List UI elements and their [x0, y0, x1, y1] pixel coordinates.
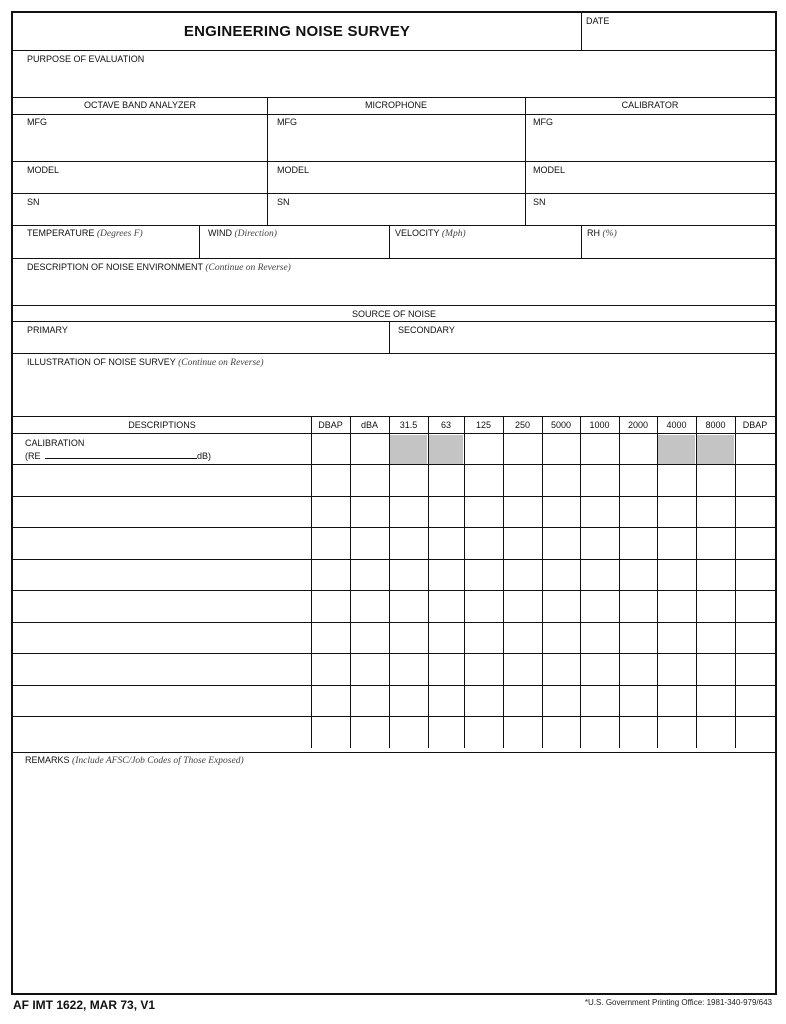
measurement-cell[interactable] [659, 592, 694, 620]
measurement-cell[interactable] [582, 592, 617, 620]
measurement-cell[interactable] [582, 687, 617, 715]
primary-source-field[interactable] [15, 336, 387, 352]
measurement-cell[interactable] [659, 498, 694, 526]
measurement-cell[interactable] [698, 718, 733, 746]
measurement-cell[interactable] [544, 561, 578, 589]
measurement-cell[interactable] [352, 435, 387, 462]
measurement-cell[interactable] [621, 561, 655, 589]
wind-field[interactable] [202, 240, 387, 256]
col-header-31-5: 31.5 [399, 420, 418, 430]
col-header-2000: 2000 [627, 420, 649, 430]
calibration-db-label: dB) [197, 451, 212, 461]
temperature-unit: (Degrees F) [96, 229, 143, 239]
measurement-cell[interactable] [430, 687, 462, 715]
col-header-dbap: DBAP [318, 420, 343, 430]
analyzer-mfg-field[interactable] [15, 128, 265, 160]
table-row-line [13, 496, 775, 497]
col-header-8000: 8000 [705, 420, 726, 430]
measurement-cell[interactable] [466, 561, 501, 589]
divider [13, 305, 775, 306]
measurement-cell[interactable] [737, 655, 773, 683]
measurement-cell[interactable] [313, 529, 348, 557]
wind-unit: (Direction) [234, 229, 277, 239]
wind-label: WIND (Direction) [208, 228, 277, 239]
measurement-cell[interactable] [313, 498, 348, 526]
microphone-header: MICROPHONE [364, 100, 427, 110]
analyzer-model-label: MODEL [27, 165, 60, 175]
microphone-mfg-field[interactable] [270, 128, 523, 160]
date-field[interactable] [583, 27, 773, 49]
measurement-cell[interactable] [430, 466, 462, 494]
table-column-line [542, 416, 543, 748]
measurement-cell[interactable] [659, 718, 694, 746]
measurement-cell[interactable] [698, 624, 733, 652]
measurement-cell[interactable] [544, 529, 578, 557]
remarks-label: REMARKS (Include AFSC/Job Codes of Those Exposed) [25, 755, 244, 766]
measurement-cell[interactable] [391, 561, 426, 589]
measurement-cell[interactable] [391, 655, 426, 683]
illustration-note: (Continue on Reverse) [178, 358, 264, 368]
divider [13, 193, 775, 194]
microphone-sn-label: SN [277, 197, 290, 207]
table-row-line [13, 433, 775, 434]
table-row-line [13, 685, 775, 686]
measurement-cell[interactable] [621, 655, 655, 683]
microphone-mfg-label: MFG [277, 117, 297, 127]
measurement-cell[interactable] [698, 466, 733, 494]
measurement-cell[interactable] [621, 466, 655, 494]
table-column-line [311, 416, 312, 748]
measurement-cell[interactable] [582, 529, 617, 557]
measurement-cell[interactable] [391, 624, 426, 652]
divider [581, 225, 582, 258]
measurement-cell[interactable] [621, 718, 655, 746]
measurement-cell[interactable] [466, 435, 501, 462]
measurement-cell[interactable] [544, 655, 578, 683]
measurement-cell[interactable] [659, 687, 694, 715]
description-cell[interactable] [15, 655, 309, 683]
divider [13, 225, 775, 226]
measurement-cell[interactable] [430, 561, 462, 589]
microphone-model-label: MODEL [277, 165, 310, 175]
measurement-cell[interactable] [430, 529, 462, 557]
measurement-cell[interactable] [698, 435, 733, 462]
col-header-125: 125 [475, 420, 492, 430]
measurement-cell[interactable] [505, 592, 540, 620]
measurement-cell[interactable] [698, 592, 733, 620]
table-column-line [696, 416, 697, 748]
divider [13, 752, 775, 753]
measurement-cell[interactable] [737, 529, 773, 557]
measurement-cell[interactable] [313, 435, 348, 462]
table-column-line [428, 416, 429, 748]
measurement-cell[interactable] [391, 592, 426, 620]
divider [13, 353, 775, 354]
noise-environment-label: DESCRIPTION OF NOISE ENVIRONMENT (Continue on Reverse) [27, 262, 291, 273]
col-header-descriptions: DESCRIPTIONS [128, 420, 196, 430]
measurement-cell[interactable] [505, 561, 540, 589]
measurement-cell[interactable] [466, 466, 501, 494]
measurement-cell[interactable] [659, 624, 694, 652]
form-title: ENGINEERING NOISE SURVEY [183, 23, 411, 40]
measurement-cell[interactable] [544, 687, 578, 715]
analyzer-model-field[interactable] [15, 176, 265, 192]
measurement-cell[interactable] [621, 435, 655, 462]
table-column-line [657, 416, 658, 748]
measurement-cell[interactable] [430, 718, 462, 746]
measurement-cell[interactable] [621, 498, 655, 526]
table-column-line [503, 416, 504, 748]
measurement-cell[interactable] [466, 718, 501, 746]
purpose-label: PURPOSE OF EVALUATION [27, 54, 145, 64]
measurement-cell[interactable] [466, 687, 501, 715]
calibrator-model-field[interactable] [528, 176, 773, 192]
table-column-line [350, 416, 351, 748]
microphone-model-field[interactable] [270, 176, 523, 192]
measurement-cell[interactable] [505, 624, 540, 652]
measurement-cell[interactable] [391, 529, 426, 557]
noise-survey-form [11, 11, 777, 995]
rh-unit: (%) [602, 229, 617, 239]
analyzer-mfg-label: MFG [27, 117, 47, 127]
divider [13, 258, 775, 259]
measurement-cell[interactable] [352, 655, 387, 683]
illustration-field[interactable] [15, 369, 773, 415]
measurement-cell[interactable] [544, 592, 578, 620]
measurement-cell[interactable] [430, 435, 462, 462]
noise-survey-table [13, 416, 775, 752]
divider [389, 321, 390, 353]
measurement-cell[interactable] [430, 592, 462, 620]
measurement-cell[interactable] [544, 498, 578, 526]
divider [581, 13, 582, 50]
measurement-cell[interactable] [698, 561, 733, 589]
noise-environment-field[interactable] [15, 274, 773, 304]
table-row-line [13, 559, 775, 560]
microphone-sn-field[interactable] [270, 208, 523, 224]
measurement-cell[interactable] [352, 624, 387, 652]
secondary-source-label: SECONDARY [398, 325, 455, 335]
rh-field[interactable] [584, 240, 773, 256]
measurement-cell[interactable] [505, 655, 540, 683]
calibration-label: CALIBRATION [25, 438, 85, 448]
velocity-unit: (Mph) [441, 229, 466, 239]
col-header-1000: 1000 [589, 420, 610, 430]
measurement-cell[interactable] [582, 561, 617, 589]
measurement-cell[interactable] [737, 718, 773, 746]
remarks-field[interactable] [15, 769, 773, 991]
measurement-cell[interactable] [505, 687, 540, 715]
table-column-line [389, 416, 390, 748]
calibrator-mfg-field[interactable] [528, 128, 773, 160]
measurement-cell[interactable] [352, 687, 387, 715]
table-row-line [13, 653, 775, 654]
calibration-re-label: (RE [25, 451, 41, 461]
description-cell[interactable] [15, 466, 309, 494]
measurement-cell[interactable] [313, 655, 348, 683]
description-cell[interactable] [15, 435, 309, 462]
calibrator-header: CALIBRATOR [621, 100, 679, 110]
measurement-cell[interactable] [659, 466, 694, 494]
divider [389, 225, 390, 258]
velocity-label: VELOCITY (Mph) [395, 228, 466, 239]
measurement-cell[interactable] [352, 529, 387, 557]
measurement-cell[interactable] [621, 624, 655, 652]
table-row-line [13, 716, 775, 717]
divider [13, 50, 775, 51]
table-row-line [13, 527, 775, 528]
table-column-line [580, 416, 581, 748]
temperature-field[interactable] [15, 240, 197, 256]
measurement-cell[interactable] [659, 655, 694, 683]
measurement-cell[interactable] [582, 466, 617, 494]
form-id: AF IMT 1622, MAR 73, V1 [13, 998, 156, 1012]
measurement-cell[interactable] [698, 655, 733, 683]
measurement-cell[interactable] [737, 561, 773, 589]
table-grid [13, 416, 775, 752]
illustration-label: ILLUSTRATION OF NOISE SURVEY (Continue on Reverse) [27, 357, 264, 368]
col-header-4000: 4000 [666, 420, 687, 430]
measurement-cell[interactable] [582, 498, 617, 526]
measurement-cell[interactable] [430, 498, 462, 526]
secondary-source-field[interactable] [392, 336, 773, 352]
divider [199, 225, 200, 258]
measurement-cell[interactable] [737, 687, 773, 715]
measurement-cell[interactable] [582, 655, 617, 683]
measurement-cell[interactable] [466, 498, 501, 526]
measurement-cell[interactable] [698, 498, 733, 526]
primary-source-label: PRIMARY [27, 325, 68, 335]
table-column-line [619, 416, 620, 748]
description-cell[interactable] [15, 561, 309, 589]
col-header-dba: dBA [360, 420, 378, 430]
divider [13, 114, 775, 115]
measurement-cell[interactable] [582, 624, 617, 652]
measurement-cell[interactable] [544, 435, 578, 462]
noise-environment-note: (Continue on Reverse) [205, 263, 291, 273]
measurement-cell[interactable] [582, 718, 617, 746]
divider [13, 97, 775, 98]
measurement-cell[interactable] [737, 624, 773, 652]
measurement-cell[interactable] [313, 624, 348, 652]
description-cell[interactable] [15, 687, 309, 715]
measurement-cell[interactable] [466, 592, 501, 620]
measurement-cell[interactable] [313, 592, 348, 620]
temperature-label: TEMPERATURE (Degrees F) [27, 228, 143, 239]
measurement-cell[interactable] [466, 624, 501, 652]
measurement-cell[interactable] [621, 592, 655, 620]
measurement-cell[interactable] [391, 718, 426, 746]
velocity-field[interactable] [392, 240, 579, 256]
measurement-cell[interactable] [313, 561, 348, 589]
measurement-cell[interactable] [391, 435, 426, 462]
table-row-line [13, 622, 775, 623]
description-cell[interactable] [15, 592, 309, 620]
measurement-cell[interactable] [737, 435, 773, 462]
measurement-cell[interactable] [505, 435, 540, 462]
measurement-cell[interactable] [505, 498, 540, 526]
measurement-cell[interactable] [698, 529, 733, 557]
table-column-line [464, 416, 465, 748]
analyzer-sn-label: SN [27, 197, 40, 207]
description-cell[interactable] [15, 624, 309, 652]
measurement-cell[interactable] [313, 466, 348, 494]
purpose-field[interactable] [15, 65, 773, 97]
measurement-cell[interactable] [466, 529, 501, 557]
measurement-cell[interactable] [352, 592, 387, 620]
col-header-250: 250 [514, 420, 531, 430]
measurement-cell[interactable] [582, 435, 617, 462]
analyzer-sn-field[interactable] [15, 208, 265, 224]
divider [13, 161, 775, 162]
description-cell[interactable] [15, 718, 309, 746]
measurement-cell[interactable] [544, 718, 578, 746]
measurement-cell[interactable] [544, 466, 578, 494]
table-row-line [13, 590, 775, 591]
source-of-noise-header: SOURCE OF NOISE [351, 309, 436, 319]
measurement-cell[interactable] [737, 592, 773, 620]
measurement-cell[interactable] [313, 718, 348, 746]
measurement-cell[interactable] [659, 529, 694, 557]
measurement-cell[interactable] [352, 498, 387, 526]
measurement-cell[interactable] [505, 466, 540, 494]
date-label: DATE [586, 16, 610, 26]
calibrator-sn-label: SN [533, 197, 546, 207]
measurement-cell[interactable] [737, 466, 773, 494]
measurement-cell[interactable] [659, 561, 694, 589]
description-cell[interactable] [15, 498, 309, 526]
measurement-cell[interactable] [505, 529, 540, 557]
octave-band-analyzer-header: OCTAVE BAND ANALYZER [83, 100, 197, 110]
col-header-5000: 5000 [550, 420, 572, 430]
measurement-cell[interactable] [352, 718, 387, 746]
measurement-cell[interactable] [352, 466, 387, 494]
calibrator-sn-field[interactable] [528, 208, 773, 224]
measurement-cell[interactable] [430, 624, 462, 652]
divider [13, 321, 775, 322]
measurement-cell[interactable] [737, 498, 773, 526]
measurement-cell[interactable] [621, 687, 655, 715]
measurement-cell[interactable] [313, 687, 348, 715]
calibrator-model-label: MODEL [533, 165, 566, 175]
measurement-cell[interactable] [430, 655, 462, 683]
measurement-cell[interactable] [391, 466, 426, 494]
table-row-line [13, 464, 775, 465]
col-header-dbap-2: DBAP [742, 420, 768, 430]
col-header-63: 63 [440, 420, 451, 430]
measurement-cell[interactable] [466, 655, 501, 683]
measurement-cell[interactable] [698, 687, 733, 715]
measurement-cell[interactable] [391, 687, 426, 715]
remarks-note: (Include AFSC/Job Codes of Those Exposed) [72, 756, 244, 766]
rh-label: RH (%) [587, 228, 617, 239]
printing-office-note: *U.S. Government Printing Office: 1981-340-979/643 [584, 998, 772, 1007]
calibrator-mfg-label: MFG [533, 117, 553, 127]
measurement-cell[interactable] [544, 624, 578, 652]
description-cell[interactable] [15, 529, 309, 557]
measurement-cell[interactable] [352, 561, 387, 589]
table-column-line [735, 416, 736, 748]
measurement-cell[interactable] [659, 435, 694, 462]
measurement-cell[interactable] [505, 718, 540, 746]
measurement-cell[interactable] [391, 498, 426, 526]
measurement-cell[interactable] [621, 529, 655, 557]
